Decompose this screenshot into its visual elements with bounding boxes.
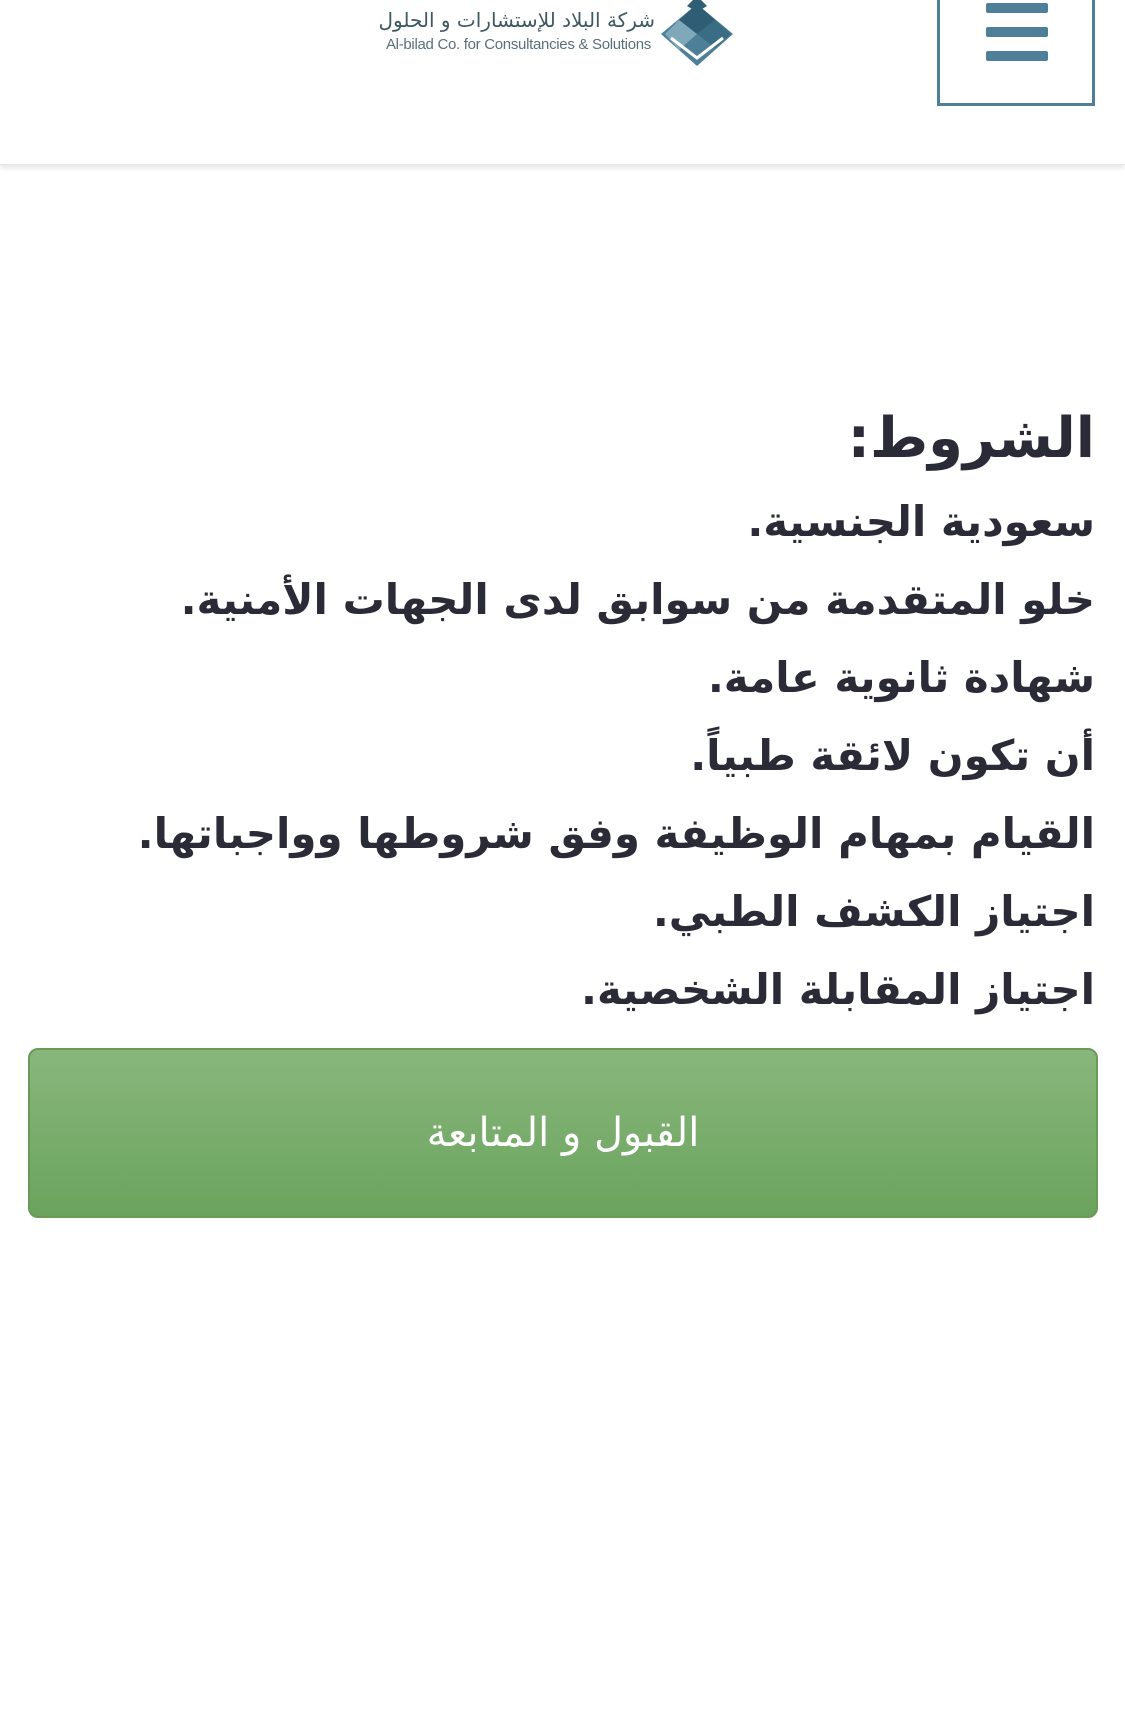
condition-item: شهادة ثانوية عامة. — [707, 653, 1095, 702]
conditions-list — [25, 483, 1095, 1029]
condition-item: اجتياز الكشف الطبي. — [652, 887, 1095, 936]
menu-bar-bottom — [986, 51, 1048, 61]
menu-toggle-button[interactable] — [937, 0, 1095, 106]
menu-bar-middle — [986, 27, 1048, 37]
conditions-section — [25, 395, 1095, 1029]
accept-and-continue-button[interactable]: القبول و المتابعة — [28, 1048, 1098, 1218]
conditions-title: الشروط: — [847, 406, 1095, 471]
diamond-logo-icon — [659, 0, 735, 68]
condition-item: سعودية الجنسية. — [747, 497, 1095, 546]
menu-bar-top — [986, 3, 1048, 13]
site-header — [0, 0, 1125, 165]
logo-name-arabic: شركة البلاد للإستشارات و الحلول — [378, 8, 655, 32]
logo-name-english: Al-bilad Co. for Consultancies & Solutions — [385, 36, 651, 53]
condition-item: اجتياز المقابلة الشخصية. — [581, 965, 1095, 1014]
condition-item: القيام بمهام الوظيفة وفق شروطها وواجباتها. — [137, 809, 1095, 858]
condition-item: خلو المتقدمة من سوابق لدى الجهات الأمنية. — [180, 575, 1095, 624]
company-logo[interactable] — [378, 0, 735, 72]
condition-item: أن تكون لائقة طبياً. — [690, 731, 1095, 780]
